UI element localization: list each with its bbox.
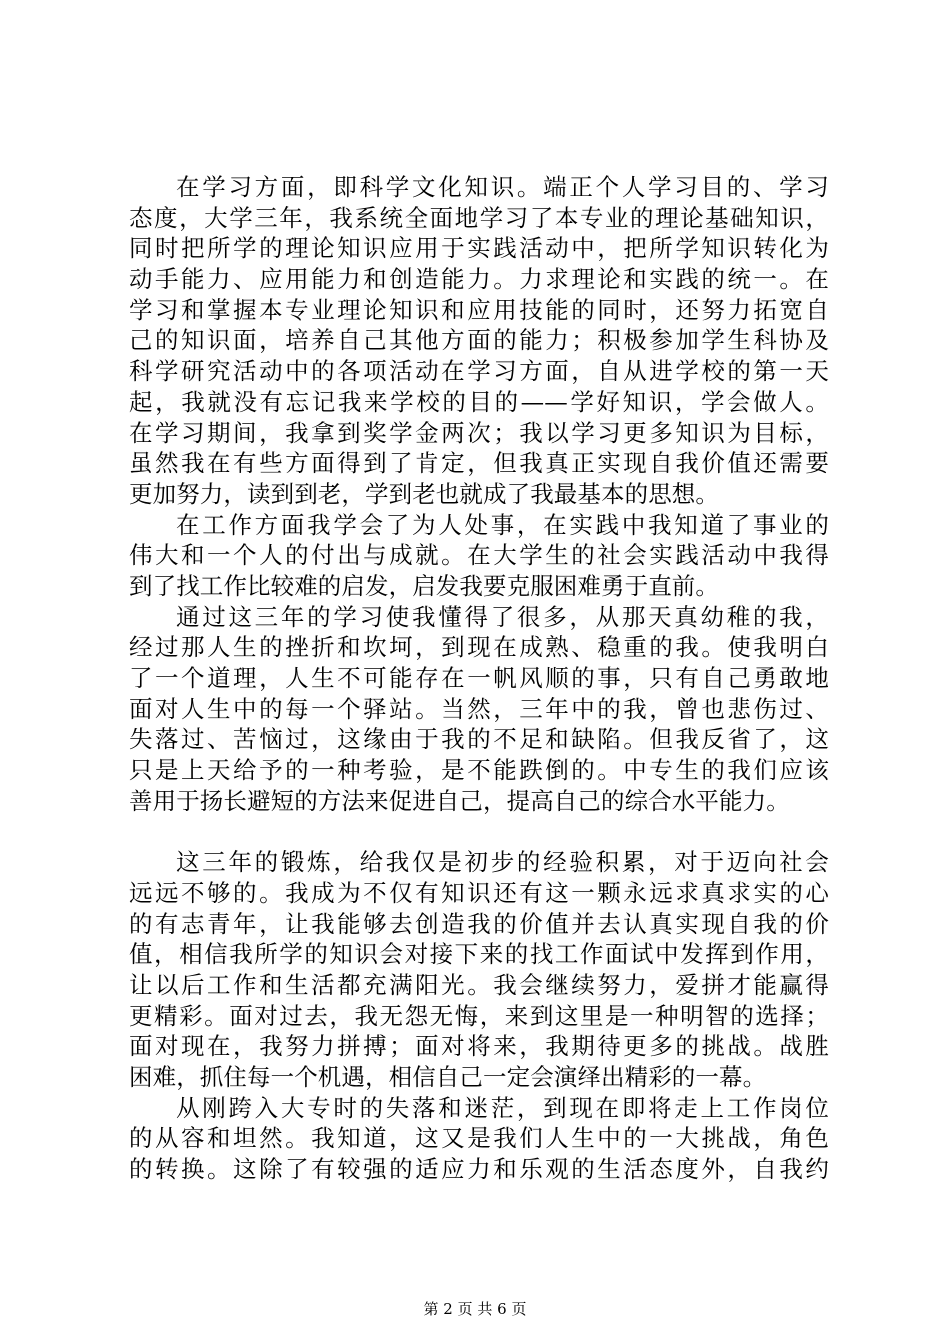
text-line: 起，我就没有忘记我来学校的目的——学好知识，学会做人。 bbox=[129, 387, 829, 416]
text-line: 虽然我在有些方面得到了肯定，但我真正实现自我价值还需要 bbox=[129, 449, 829, 478]
text-line: 己的知识面，培养自己其他方面的能力；积极参加学生科协及 bbox=[129, 326, 829, 355]
paragraph-growth bbox=[129, 602, 829, 817]
text-line: 科学研究活动中的各项活动在学习方面，自从进学校的第一天 bbox=[129, 357, 829, 386]
paragraph-transition bbox=[129, 1093, 829, 1185]
text-line: 在工作方面我学会了为人处事，在实践中我知道了事业的 bbox=[176, 510, 829, 539]
text-line: 远远不够的。我成为不仅有知识还有这一颗永远求真求实的心 bbox=[129, 878, 829, 907]
text-line: 了一个道理，人生不可能存在一帆风顺的事，只有自己勇敢地 bbox=[129, 664, 829, 692]
text-line: 同时把所学的理论知识应用于实践活动中，把所学知识转化为 bbox=[129, 234, 829, 263]
text-line: 只是上天给予的一种考验，是不能跌倒的。中专生的我们应该 bbox=[129, 756, 829, 785]
text-line: 的转换。这除了有较强的适应力和乐观的生活态度外，自我约 bbox=[129, 1155, 829, 1183]
text-line: 的从容和坦然。我知道，这又是我们人生中的一大挑战，角色 bbox=[129, 1124, 829, 1153]
blank-line bbox=[129, 816, 829, 847]
text-line: 通过这三年的学习使我懂得了很多，从那天真幼稚的我， bbox=[176, 602, 829, 631]
text-line: 困难，抓住每一个机遇，相信自己一定会演绎出精彩的一幕。 bbox=[129, 1062, 767, 1091]
paragraph-study bbox=[129, 172, 829, 510]
text-line: 学习和掌握本专业理论知识和应用技能的同时，还努力拓宽自 bbox=[129, 295, 829, 324]
text-line: 面对人生中的每一个驿站。当然，三年中的我，曾也悲伤过、 bbox=[129, 694, 829, 723]
text-line: 经过那人生的挫折和坎坷，到现在成熟、稳重的我。使我明白 bbox=[129, 633, 829, 662]
text-line: 的有志青年，让我能够去创造我的价值并去认真实现自我的价 bbox=[129, 909, 829, 938]
text-line: 善用于扬长避短的方法来促进自己，提高自己的综合水平能力。 bbox=[129, 786, 790, 815]
text-line: 伟大和一个人的付出与成就。在大学生的社会实践活动中我得 bbox=[129, 541, 829, 570]
paragraph-work bbox=[129, 510, 829, 602]
text-line: 失落过、苦恼过，这缘由于我的不足和缺陷。但我反省了，这 bbox=[129, 725, 829, 754]
page-number-footer: 第 2 页 共 6 页 bbox=[423, 1300, 527, 1318]
text-line: 动手能力、应用能力和创造能力。力求理论和实践的统一。在 bbox=[129, 265, 829, 294]
text-line: 让以后工作和生活都充满阳光。我会继续努力，爱拼才能赢得 bbox=[129, 970, 829, 999]
text-line: 值，相信我所学的知识会对接下来的找工作面试中发挥到作用， bbox=[129, 940, 829, 969]
text-line: 在学习方面，即科学文化知识。端正个人学习目的、学习 bbox=[176, 173, 829, 201]
text-line: 从刚跨入大专时的失落和迷茫，到现在即将走上工作岗位 bbox=[176, 1093, 829, 1122]
text-line: 在学习期间，我拿到奖学金两次；我以学习更多知识为目标， bbox=[129, 418, 829, 447]
text-line: 态度，大学三年，我系统全面地学习了本专业的理论基础知识， bbox=[129, 203, 829, 232]
text-line: 更精彩。面对过去，我无怨无悔，来到这里是一种明智的选择； bbox=[129, 1001, 829, 1030]
text-line: 面对现在，我努力拼搏；面对将来，我期待更多的挑战。战胜 bbox=[129, 1032, 829, 1061]
text-line: 到了找工作比较难的启发，启发我要克服困难勇于直前。 bbox=[129, 571, 719, 600]
text-line: 更加努力，读到到老，学到老也就成了我最基本的思想。 bbox=[129, 479, 719, 508]
text-line: 这三年的锻炼，给我仅是初步的经验积累，对于迈向社会 bbox=[176, 848, 829, 877]
paragraph-experience bbox=[129, 847, 829, 1093]
document-body bbox=[129, 172, 829, 1185]
